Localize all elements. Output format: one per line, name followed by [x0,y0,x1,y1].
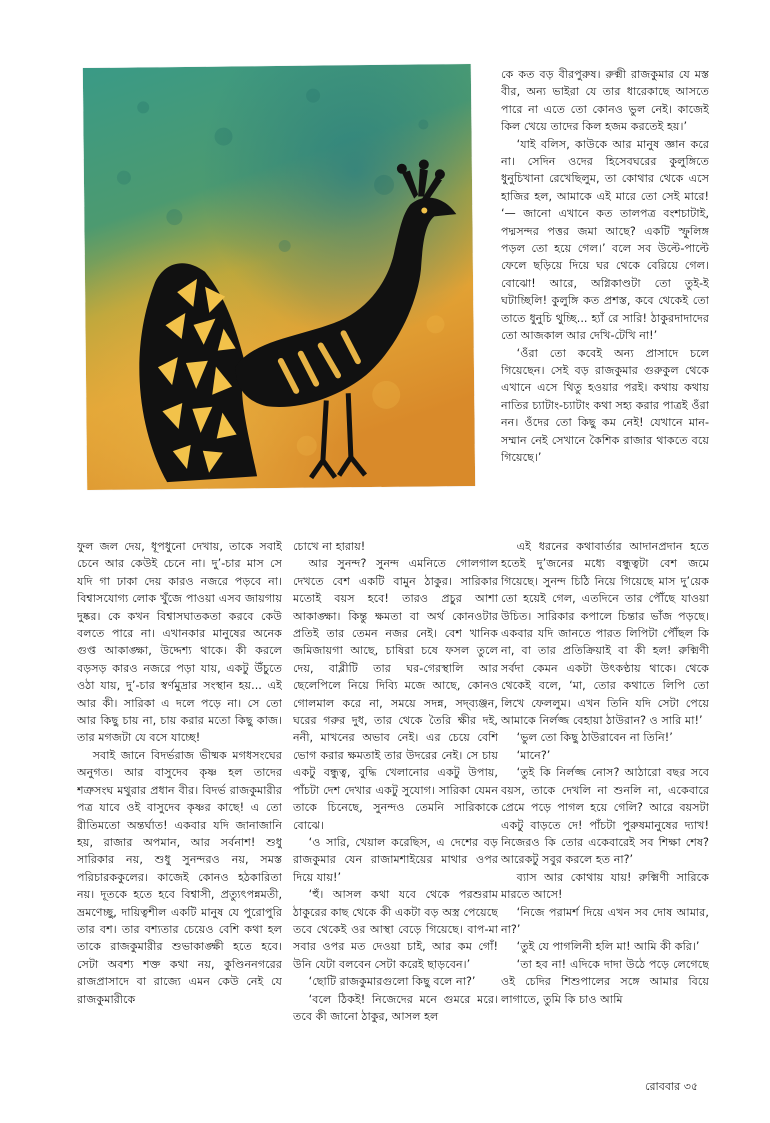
paragraph: এই ধরনের কথাবার্তার আদানপ্রদান হতে হতেই দু’জনের মধ্যে বন্ধুত্বটা বেশ জমে গিয়েছে। সুনন্দ চিঠি নিয়ে গিয়েছে মাস দু’য়েক তো হয়েই গেল, এতদিনে তার পৌঁছে যাওয়া উচিত। সারিকার কপালে চিন্তার ভাঁজ পড়ছে। একবার যদি জানতে পারত লিপিটা পৌঁছল কি না, বা তার প্রতিক্রিয়াই বা কী হল! রুক্মিণী সর্বদা কেমন একটা উৎকণ্ঠায় থাকে। থেকে থেকেই বলে, ‘মা, তোর কথাতে লিপি তো লিখে ফেললুম। এখন তিনি যদি সেটা পেয়ে আমাকে নির্লজ্জ বেহায়া ঠাউরান? ও সারি মা!’ [501,540,709,728]
paragraph: কে কত বড় বীরপুরুষ। রুক্মী রাজকুমার যে মস্ত বীর, অন্য ভাইরা যে তার ধারেকাছে আসতে পারে না এতে তো কোনও ভুল নেই। কাজেই কিল খেয়ে তাদের কিল হজম করতেই হয়।’ [501,68,709,134]
text-column-left [77,538,282,1078]
paragraph: ‘ভুল তো কিছু ঠাউরাবেন না তিনি!’ [516,731,673,745]
paragraph: ‘মানে?’ [516,748,551,762]
paragraph: ব্যাস আর কোথায় যায়! রুক্মিণী সারিকে মারতে আসে! [501,870,709,902]
paragraph: ‘ছোটি রাজকুমারগুলো কিছু বলে না?’ [308,975,476,989]
paragraph: ‘নিজে পরামর্শ দিয়ে এখন সব দোষ আমার, না?’ [501,905,709,936]
paragraph: ‘হুঁ। আসল কথা যবে থেকে পরশুরাম ঠাকুরের কাছ থেকে কী একটা বড় অস্ত্র পেয়েছে তবে থেকেই ওর আস্থা বেড়ে গিয়েছে। বাপ-মা সবার ওপর মত দেওয়া চাই, আর কম গোঁ! উনি যেটা বলবেন সেটা করেই ছাড়বেন।’ [293,888,498,971]
paragraph: ‘তুই যে পাগলিনী হলি মা! আমি কী করি।’ [516,940,700,954]
page-footer: রোববার ৩৫ [645,1080,698,1093]
paragraph: চোখে না হারায়! [293,540,366,553]
paragraph: ‘বলে ঠিকই! নিজেদের মনে গুমরে মরে। তবে কী জানো ঠাকুর, আসল হল [293,992,498,1023]
paragraph: সবাই জানে বিদর্ভরাজ ভীষ্মক মগধসংঘের অনুগত। আর বাসুদেব কৃষ্ণ হল তাদের শত্রুসংঘ মথুরার প্রধান বীর। বিদর্ভ রাজকুমারীর পত্র যাবে ওই বাসুদেব কৃষ্ণর কাছে! এ তো রীতিমতো অন্তর্ঘাত! একবার যদি জানাজানি হয়, রাজার অপমান, আর সর্বনাশ! শুধু সারিকার নয়, শুধু সুনন্দরও নয়, সমস্ত পরিচারককুলের। কাজেই কোনও হঠকারিতা নয়। দূতকে হতে হবে বিশ্বাসী, প্রত্যুৎপন্নমতী, ভ্রমণেচ্ছু, দায়িত্বশীল একটি মানুষ যে পুরোপুরি তার বশ। তার বশ্যতার চেয়েও বেশি কথা হল তাকে রাজকুমারীর শুভাকাঙ্ক্ষী হতে হবে। সেটা অবশ্য শক্ত কথা নয়, কুণ্ডিননগরের রাজপ্রাসাদে বা রাজ্যে এমন কেউ নেই যে রাজকুমারীকে [77,748,282,1006]
paragraph: ‘যাই বলিস, কাউকে আর মানুষ জ্ঞান করে না। সেদিন ওদের হিসেবঘরের কুলুঙ্গিতে ধুনুচিখানা রেখেছিলুম, তা কোথার থেকে এসে হাজির হল, আমাকে এই মারে তো সেই মারে! ‘— জানো এখানে কত তালপত্র বংশচাটাই, পদ্মসন্দর পত্তর জমা আছে? একটি স্ফুলিঙ্গ পড়ল তো হয়ে গেল।’ বলে সব উল্টে-পাল্টে ফেলে ছড়িয়ে দিয়ে ঘর থেকে বেরিয়ে গেল। বোঝো! আরে, অগ্নিকাণ্ডটা তো তুই-ই ঘটাচ্ছিলি! কুলুঙ্গি কত প্রশস্ত, কবে থেকেই তো তাতে ধুনুচি থুচ্ছি... হ্যাঁ রে সারি! ঠাকুরদাদাদের তো আজকাল আর দেখি-টেখি না!’ [501,137,709,343]
paragraph: ‘ওঁরা তো কবেই অন্য প্রাসাদে চলে গিয়েছেন। সেই বড় রাজকুমার গুরুকুল থেকে এখানে এসে থিতু হওয়ার পরই। কথায় কথায় নাতির চ্যাটাং-চ্যাটাং কথা সহ্য করার পাত্রই ওঁরা নন। ওঁদের তো কিছু কম নেই! যেখানে মান-সম্মান নেই সেখানে কৈশিক রাজার থাকতে বয়ে গিয়েছে।’ [501,346,709,464]
text-column-right-top [501,66,709,518]
paragraph: ‘তা হব না! এদিকে দাদা উঠে পড়ে লেগেছে ওই চেদির শিশুপালের সঙ্গে আমার বিয়ে লাগাতে, তুমি কি চাও আমি [501,957,709,1006]
paragraph: ‘ও সারি, খেয়াল করেছিস, এ দেশের বড় রাজকুমার যেন রাজামশাইয়ের মাথার ওপর দিয়ে যায়!’ [293,835,498,884]
peacock-art [83,64,475,490]
text-column-middle [293,538,498,1078]
paragraph: ‘তুই কি নির্লজ্জ নোস? আঠারো বছর সবে বয়স, তাকে দেখলি না শুনলি না, একেবারে প্রেমে পড়ে পাগল হয়ে গেলি? আরে বয়সটা একটু বাড়তে দে! পাঁচটা পুরুষমানুষের দ্যাখ! নিজেরও কি তোর একেবারেই সব শিক্ষা শেষ? আরেকটু সবুর করলে হত না?’ [501,766,709,867]
peacock-illustration [83,64,475,490]
paragraph: ফুল জল দেয়, ধূপধুনো দেখায়, তাকে সবাই চেনে আর কেউই চেনে না। দু’-চার মাস সে যদি গা ঢাকা দেয় কারও নজরে পড়বে না। বিশ্বাসযোগ্য লোক খুঁজে পাওয়া এসব জায়গায় দুষ্কর। কে কখন বিশ্বাসঘাতকতা করবে কেউ বলতে পারে না। এখানকার মানুষের অনেক গুপ্ত আকাঙ্ক্ষা, উদ্দেশ্য থাকে। কী করলে বড়সড় কারও নজরে পড়া যায়, একটু উঁচুতে ওঠা যায়, দু’-চার স্বর্ণমুদ্রার সংস্থান হয়... এই আর কী। সারিকা এ দলে পড়ে না। সে তো আর কিছু চায় না, চায় করার মতো কিছু কাজ। তার মগজটা যে বসে যাচ্ছে! [77,540,282,745]
text-column-right [501,538,709,1078]
paragraph: আর সুনন্দ? সুনন্দ এমনিতে গোলগাল দেখতে বেশ একটি বামুন ঠাকুর। সারিকার মতোই বয়স হবে! তারও প্রচুর আশা আকাঙ্ক্ষা। কিন্তু ক্ষমতা বা অর্থ কোনওটার প্রতিই তার তেমন নজর নেই। বেশ খানিক জমিজায়গা আছে, চাষিরা চষে ফসল তুলে দেয়, বাব্লীটি তার ঘর-গেরস্থালি আর ছেলেপিলে নিয়ে দিব্যি মজে আছে, কোনও গোলমাল করে না, সময়ে সদন্ন, সদ্‌ব্যঞ্জন, ঘরের গরুর দুধ, তার থেকে তৈরি ক্ষীর দই, ননী, মাখনের অভাব নেই। এর চেয়ে বেশি ভোগ করার ক্ষমতাই তার উদরের নেই। সে চায় একটু বন্ধুত্ব, বুদ্ধি খেলানোর একটু উপায়, পাঁচটা দেশ দেখার একটু সুযোগ। সারিকা যেমন তাকে চিনেছে, সুনন্দও তেমনি সারিকাকে বোঝে। [293,557,498,832]
